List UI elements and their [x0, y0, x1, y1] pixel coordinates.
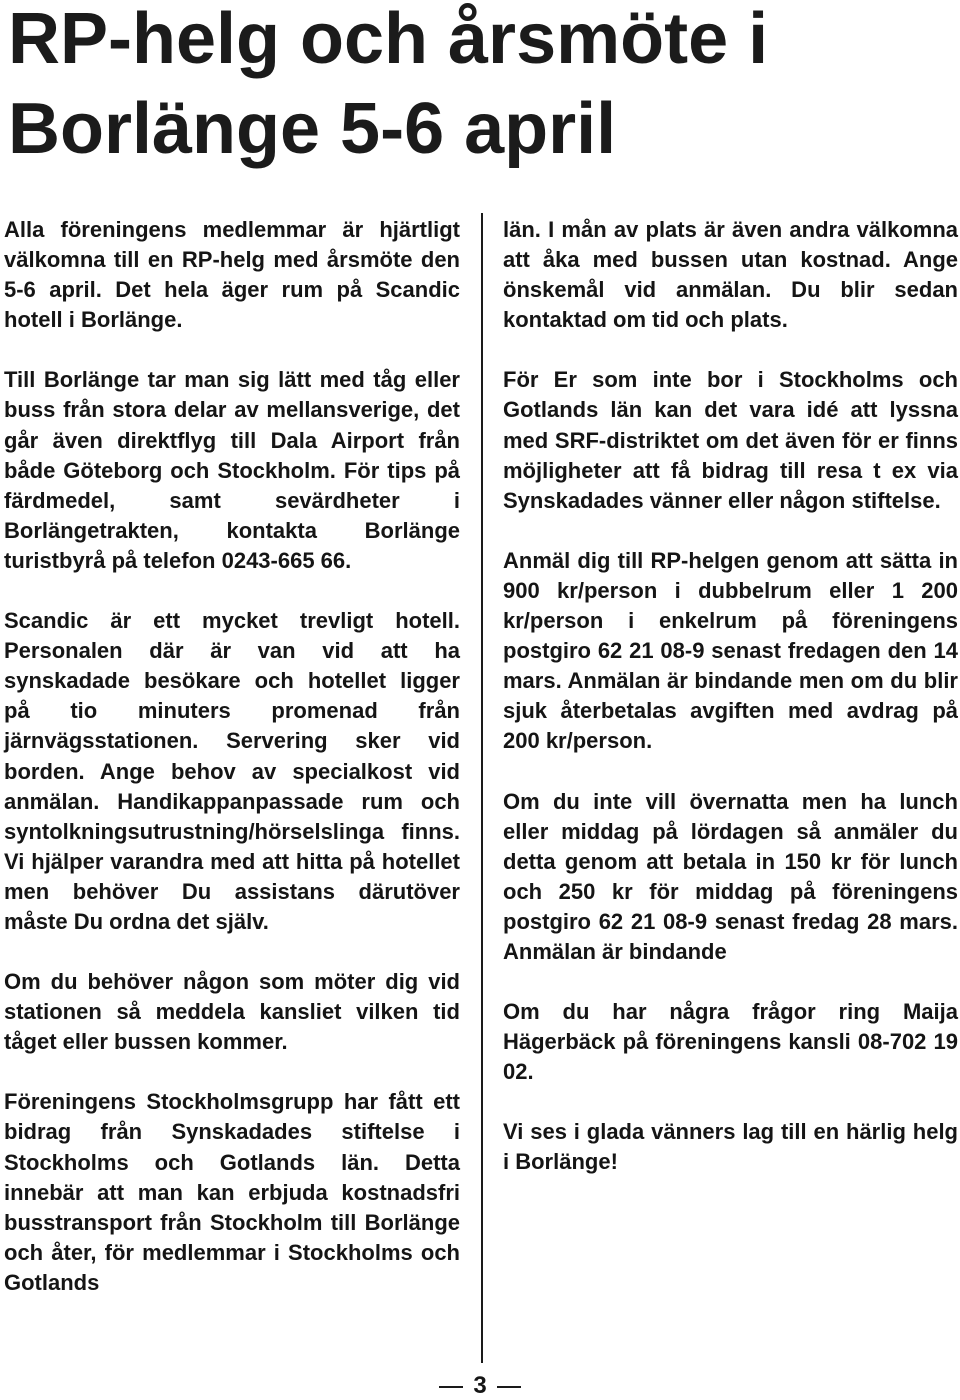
- page-number-value: 3: [473, 1372, 487, 1399]
- paragraph-registration: Anmäl dig till RP-helgen genom att sätta in 900 kr/person i dubbelrum eller 1 200 kr/person i enkelrum på föreningens postgiro 62 21 08-9 senast fredagen den 14 mars. Anmälan är bindande men om du blir sjuk återbetalas avgiften med avdrag på 200 kr/person.: [503, 547, 958, 754]
- column-divider: [481, 213, 483, 1363]
- headline-line-1: RP-helg och årsmöte i: [8, 0, 769, 79]
- paragraph-station-pickup: Om du behöver någon som möter dig vid stationen så meddela kansliet vilken tid tåget eller bussen kommer.: [4, 969, 460, 1055]
- paragraph-other-districts: För Er som inte bor i Stockholms och Gotlands län kan det vara idé att lyssna med SRF-distriktet om det även för er finns möjligheter att få bidrag till resa t ex via Synskadades vänner eller någon stiftelse.: [503, 367, 958, 513]
- headline-line-2: Borlänge 5-6 april: [8, 89, 617, 169]
- paragraph-contact: Om du har några frågor ring Maija Hägerbäck på föreningens kansli 08-702 19 02.: [503, 999, 958, 1085]
- paragraph-bus-continued: län. I mån av plats är även andra välkomna att åka med bussen utan kostnad. Ange önskemål vid anmälan. Du blir sedan kontaktad om tid och plats.: [503, 217, 958, 333]
- folio-dash-right: [497, 1386, 521, 1388]
- paragraph-hotel: Scandic är ett mycket trevligt hotell. Personalen där är van vid att ha synskadade besökare och hotellet ligger på tio minuters promenad från järnvägsstationen. Servering sker vid borden. Ange behov av specialkost vid anmälan. Handikappanpassade rum och syntolkningsutrustning/hörselslinga finns. Vi hjälper varandra med att hitta på hotellet men behöver Du assistans därutöver måste Du ordna det själv.: [4, 608, 460, 934]
- paragraph-bus-grant: Föreningens Stockholmsgrupp har fått ett bidrag från Synskadades stiftelse i Stockholms och Gotlands län. Detta innebär att man kan erbjuda kostnadsfri busstransport från Stockholm till Borlänge och åter, för medlemmar i Stockholms och Gotlands: [4, 1089, 460, 1295]
- page-number: [420, 1372, 540, 1400]
- article-headline: [8, 0, 948, 174]
- folio-dash-left: [439, 1386, 463, 1388]
- paragraph-travel: Till Borlänge tar man sig lätt med tåg eller buss från stora delar av mellansverige, det går även direktflyg till Dala Airport från både Göteborg och Stockholm. För tips på färdmedel, samt sevärdheter i Borlängetrakten, kontakta Borlänge turistbyrå på telefon 0243-665 66.: [4, 367, 460, 573]
- paragraph-meals: Om du inte vill övernatta men ha lunch eller middag på lördagen så anmäler du detta genom att betala in 150 kr för lunch och 250 kr för middag på föreningens postgiro 62 21 08-9 senast fredag 28 mars. Anmälan är bindande: [503, 788, 958, 964]
- paragraph-closing: Vi ses i glada vänners lag till en härlig helg i Borlänge!: [503, 1119, 958, 1175]
- right-column: [503, 215, 958, 1178]
- left-column: [4, 215, 460, 1298]
- paragraph-welcome: Alla föreningens medlemmar är hjärtligt välkomna till en RP-helg med årsmöte den 5-6 april. Det hela äger rum på Scandic hotell i Borlänge.: [4, 217, 460, 333]
